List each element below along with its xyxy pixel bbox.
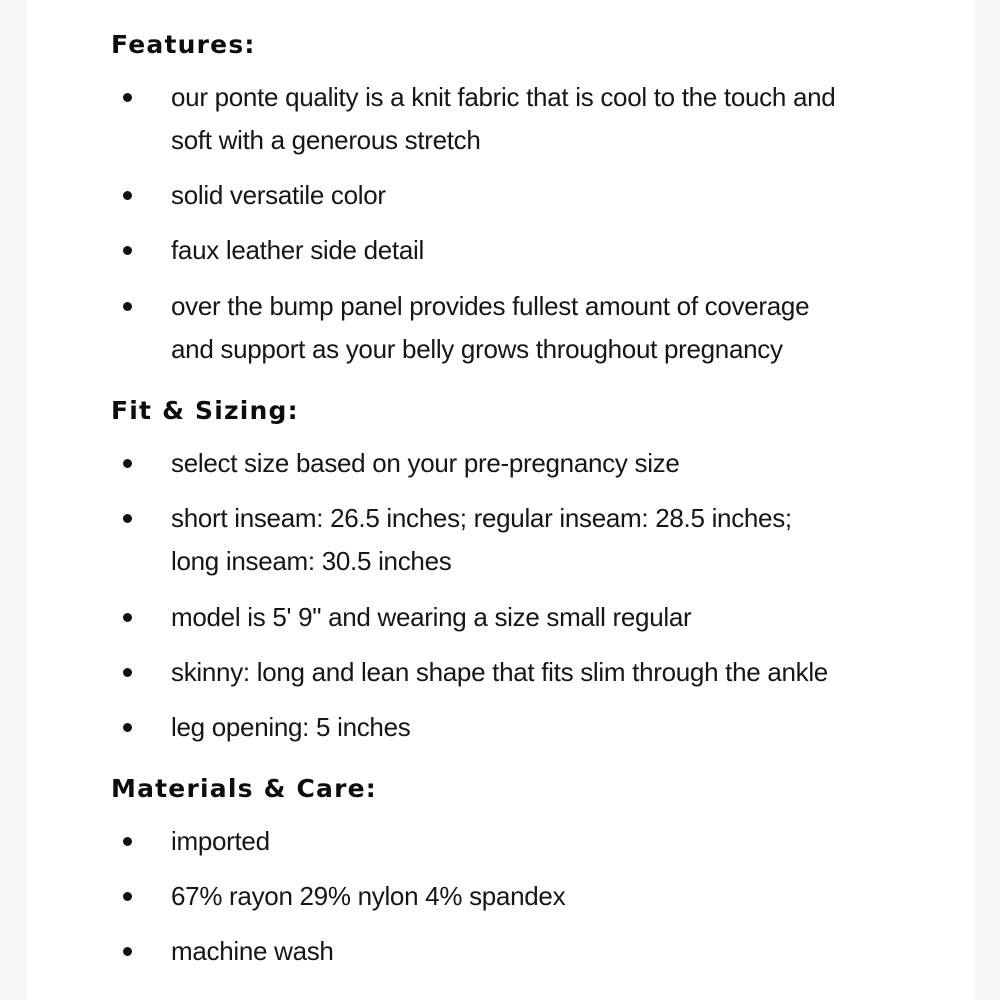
bullet-icon — [123, 892, 132, 901]
fit-sizing-heading: Fit & Sizing: — [111, 396, 299, 425]
bullet-icon — [123, 514, 132, 523]
bullet-icon — [123, 246, 132, 255]
bullet-icon — [123, 947, 132, 956]
bullet-icon — [123, 837, 132, 846]
bullet-icon — [123, 668, 132, 677]
bullet-icon — [123, 459, 132, 468]
bullet-icon — [123, 723, 132, 732]
features-heading: Features: — [111, 30, 256, 59]
content-panel: Features: our ponte quality is a knit fabric that is cool to the touch and soft with a generous stretch solid versatile color faux leather side detail over the bump panel provides fullest amount of coverage and support as your belly grows throughout pregnancy Fit & Sizing: select size based on your pre-pregnancy size short inseam: 26.5 inches; regular inseam: 28.5 inches; long inseam: 30.5 inches model is 5' 9" and wearing a size small regular skinny: long and lean shape that fits slim through the ankle leg opening: 5 inches Materials & Care: imported 67% rayon 29% nylon 4% spandex machine wash — [27, 0, 975, 1000]
materials-care-heading: Materials & Care: — [111, 774, 377, 803]
bullet-icon — [123, 191, 132, 200]
bullet-icon — [123, 613, 132, 622]
bullet-icon — [123, 93, 132, 102]
bullet-icon — [123, 302, 132, 311]
